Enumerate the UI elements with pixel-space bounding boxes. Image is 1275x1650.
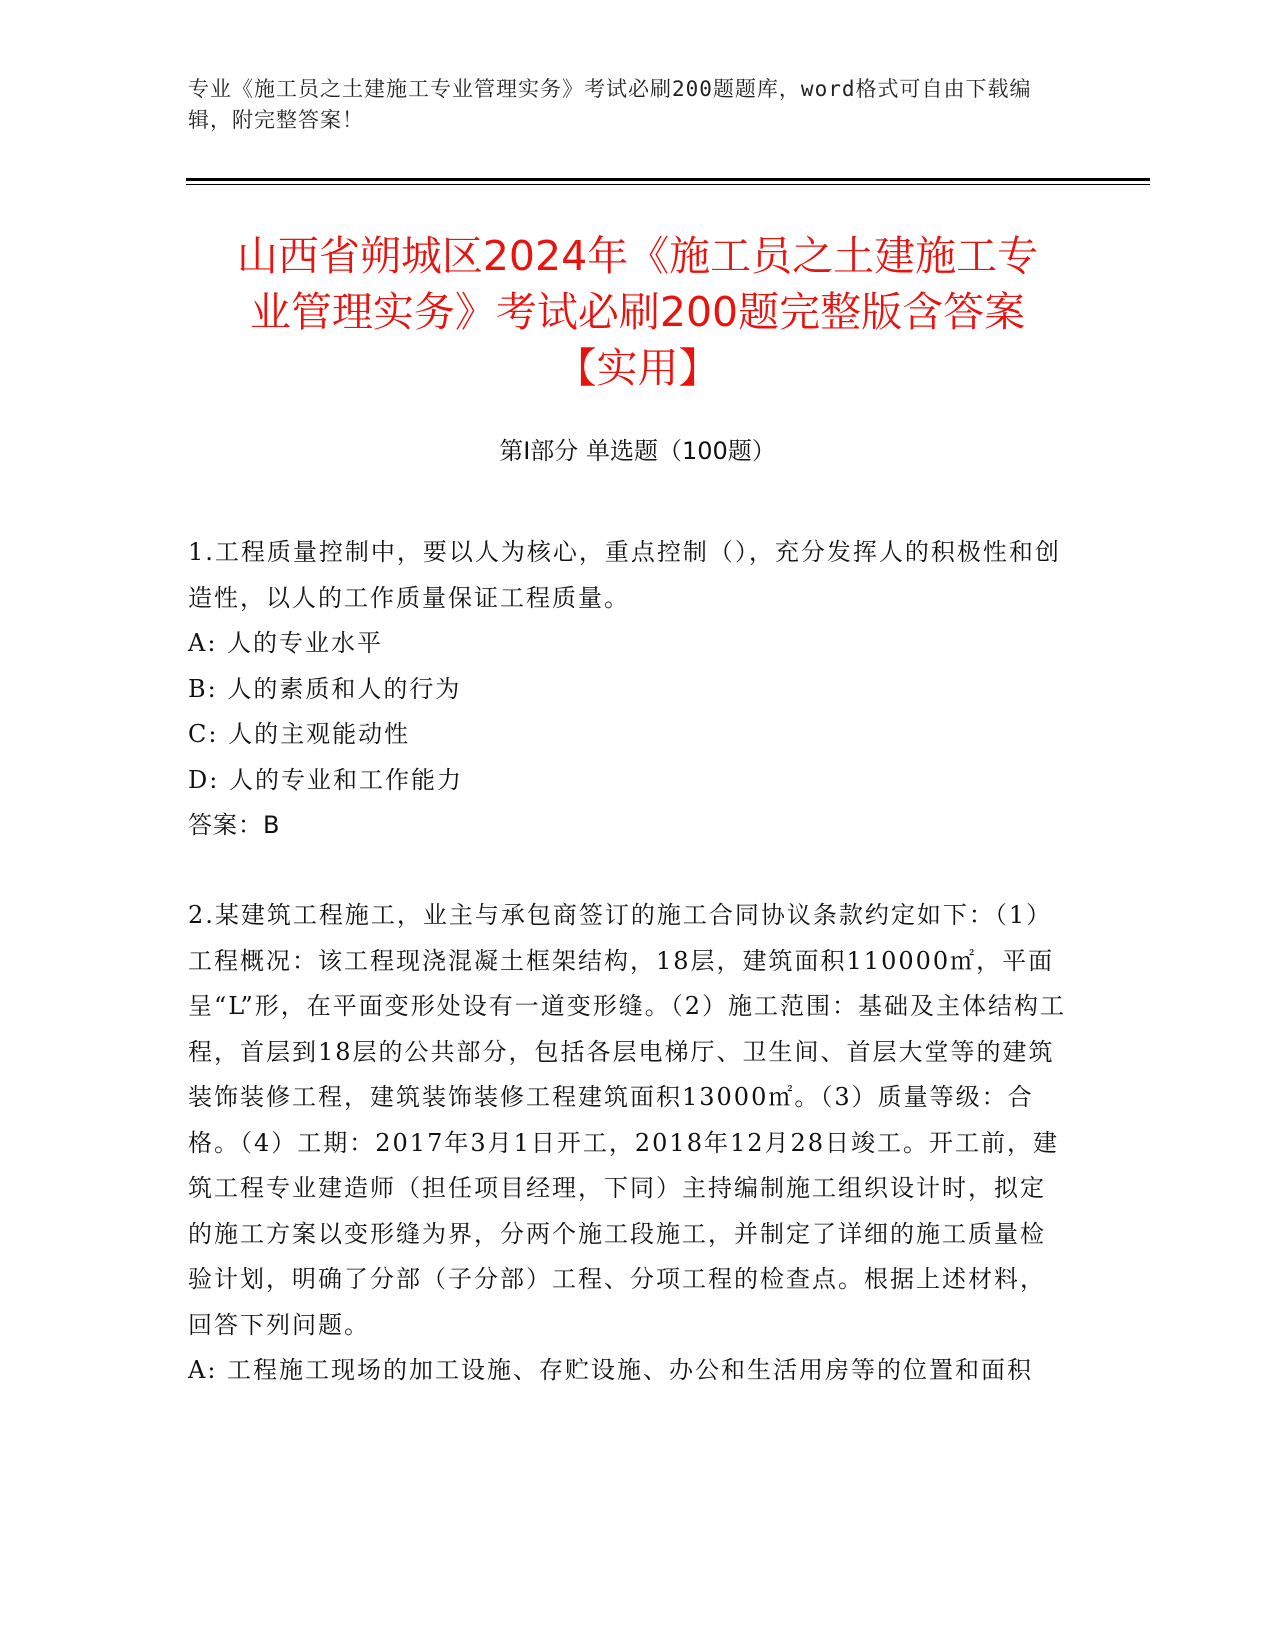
document-title — [150, 228, 1125, 396]
document-title-line-2: 业管理实务》考试必刷200题完整版含答案 — [249, 288, 1026, 336]
document-title-line-3: 【实用】 — [555, 344, 720, 392]
section-heading: 第I部分 单选题（100题） — [499, 437, 776, 465]
question-1 — [188, 530, 1068, 849]
document-title-line-1: 山西省朔城区2024年《施工员之土建施工专 — [236, 232, 1039, 280]
question-1-option-a: A: 人的专业水平 — [188, 629, 384, 657]
question-1-answer: 答案：B — [188, 811, 281, 839]
header-note: 专业《施工员之土建施工专业管理实务》考试必刷200题题库，word格式可自由下载编辑，附完整答案！ — [188, 77, 1032, 132]
question-2-option-a: A: 工程施工现场的加工设施、存贮设施、办公和生活用房等的位置和面积 — [188, 1356, 1034, 1384]
header-divider-thin — [186, 184, 1150, 185]
question-2 — [188, 893, 1068, 1394]
question-2-stem: 2.某建筑工程施工，业主与承包商签订的施工合同协议条款约定如下：（1）工程概况：该工程现浇混凝土框架结构，18层，建筑面积110000㎡，平面呈“L”形，在平面变形处设有一道变形缝。（2）施工范围：基础及主体结构工程，首层到18层的公共部分，包括各层电梯厅、卫生间、首层大堂等的建筑装饰装修工程，建筑装饰装修工程建筑面积13000㎡。（3）质量等级：合格。（4）工期：2017年3月1日开工，2018年12月28日竣工。开工前，建筑工程专业建造师（担任项目经理，下同）主持编制施工组织设计时，拟定的施工方案以变形缝为界，分两个施工段施工，并制定了详细的施工质量检验计划，明确了分部（子分部）工程、分项工程的检查点。根据上述材料，回答下列问题。 — [188, 901, 1066, 1339]
question-1-option-d: D: 人的专业和工作能力 — [188, 765, 463, 794]
question-1-stem: 1.工程质量控制中，要以人为核心，重点控制（），充分发挥人的积极性和创造性，以人的工作质量保证工程质量。 — [188, 538, 1061, 612]
question-1-option-c: C: 人的主观能动性 — [188, 720, 411, 748]
header-divider-thick — [186, 178, 1150, 181]
question-1-option-b: B: 人的素质和人的行为 — [188, 674, 462, 703]
